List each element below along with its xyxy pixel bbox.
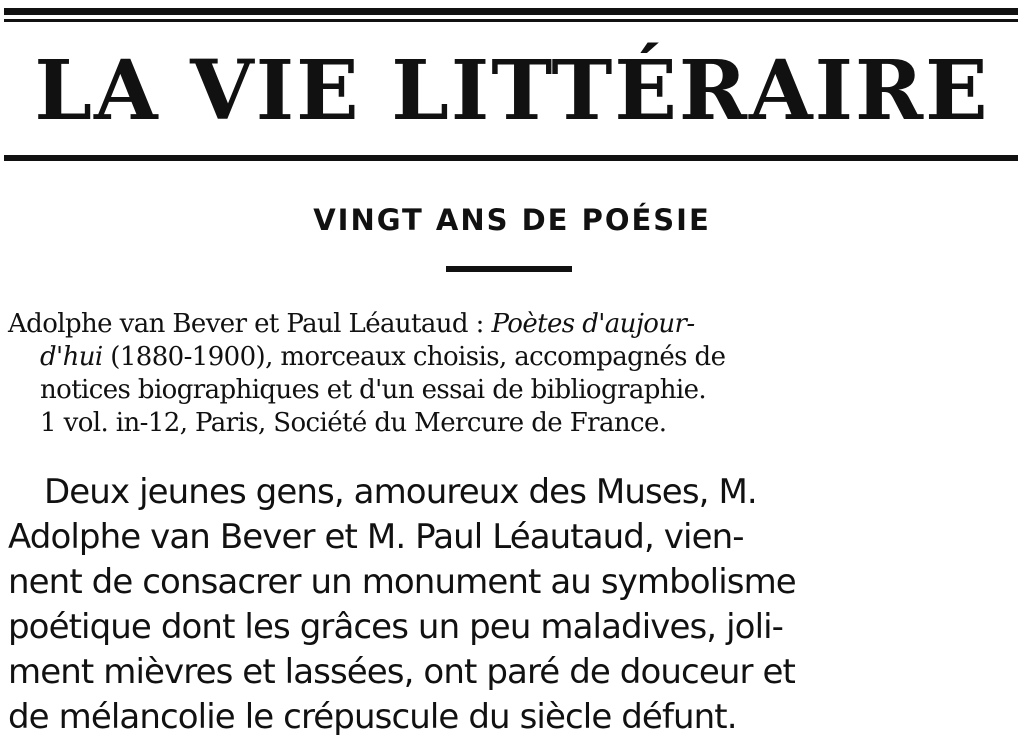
body-line: Deux jeunes gens, amoureux des Muses, M. [44,472,757,512]
top-thick-rule [4,8,1018,15]
masthead-underline-rule [4,155,1018,161]
article-body [8,470,1018,740]
article-heading: VINGT ANS DE POÉSIE [313,203,711,237]
bibliographic-reference [8,308,1018,440]
heading-separator-rule [446,266,572,272]
biblio-line-1 [8,308,1018,341]
body-line: nent de consacrer un monument au symbolisme [8,562,796,602]
body-line: poétique dont les grâces un peu maladives, joli- [8,607,784,647]
body-line: de mélancolie le crépuscule du siècle défunt. [8,697,737,737]
biblio-line-2 [8,341,1018,374]
top-thin-rule [4,19,1018,22]
biblio-line-3: notices biographiques et d'un essai de bibliographie. [40,375,707,405]
biblio-line-4: 1 vol. in-12, Paris, Société du Mercure de France. [40,408,667,438]
biblio-book-title-part1: Poètes d'aujour- [491,309,695,339]
biblio-book-title-part2: d'hui [40,342,103,372]
body-line: Adolphe van Bever et M. Paul Léautaud, vien- [8,517,744,557]
body-line: ment mièvres et lassées, ont paré de douceur et [8,652,795,692]
biblio-authors: Adolphe van Bever et Paul Léautaud : [8,309,492,339]
biblio-description: (1880-1900), morceaux choisis, accompagnés de [102,342,726,372]
masthead-title: LA VIE LITTÉRAIRE [34,43,990,139]
